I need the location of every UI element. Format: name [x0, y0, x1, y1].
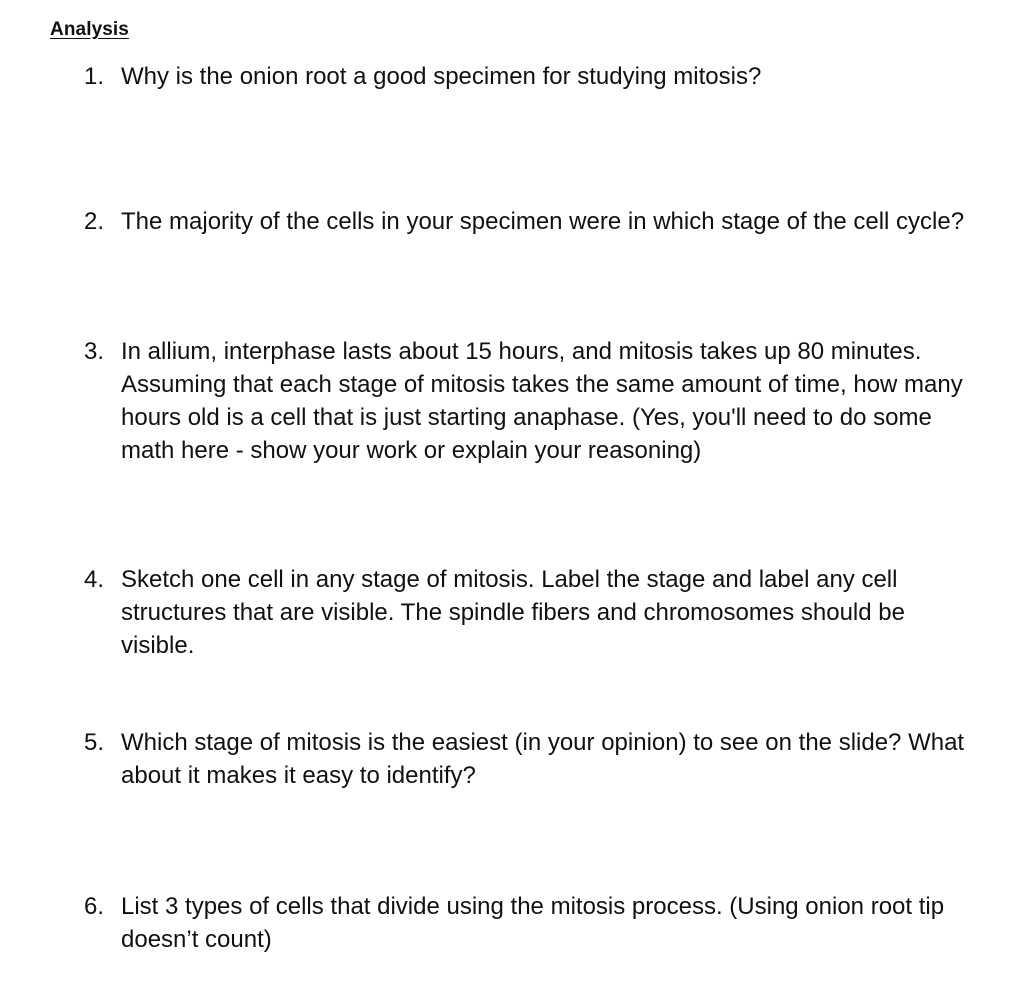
question-text: Why is the onion root a good specimen for studying mitosis?	[121, 63, 762, 90]
question-number: 5.	[84, 729, 105, 756]
question-text: The majority of the cells in your specimen were in which stage of the cell cycle?	[121, 208, 965, 235]
question-5	[84, 726, 984, 792]
question-number: 2.	[84, 208, 105, 235]
section-heading: Analysis	[50, 19, 129, 40]
question-number: 1.	[84, 63, 105, 90]
question-text: Which stage of mitosis is the easiest (in your opinion) to see on the slide? What about it makes it easy to identify?	[121, 729, 965, 789]
question-2	[84, 205, 984, 238]
question-6	[84, 890, 984, 956]
question-text: Sketch one cell in any stage of mitosis. Label the stage and label any cell structures that are visible. The spindle fibers and chromosomes should be visible.	[121, 566, 905, 659]
question-number: 6.	[84, 893, 105, 920]
question-3	[84, 335, 984, 467]
question-1	[84, 60, 984, 93]
question-number: 4.	[84, 566, 105, 593]
question-4	[84, 563, 984, 662]
question-text: In allium, interphase lasts about 15 hours, and mitosis takes up 80 minutes. Assuming that each stage of mitosis takes the same amount of time, how many hours old is a cell that is just starting anaphase. (Yes, you'll need to do some math here - show your work or explain your reasoning)	[121, 338, 963, 464]
question-text: List 3 types of cells that divide using the mitosis process. (Using onion root tip doesn’t count)	[121, 893, 945, 953]
question-number: 3.	[84, 338, 105, 365]
